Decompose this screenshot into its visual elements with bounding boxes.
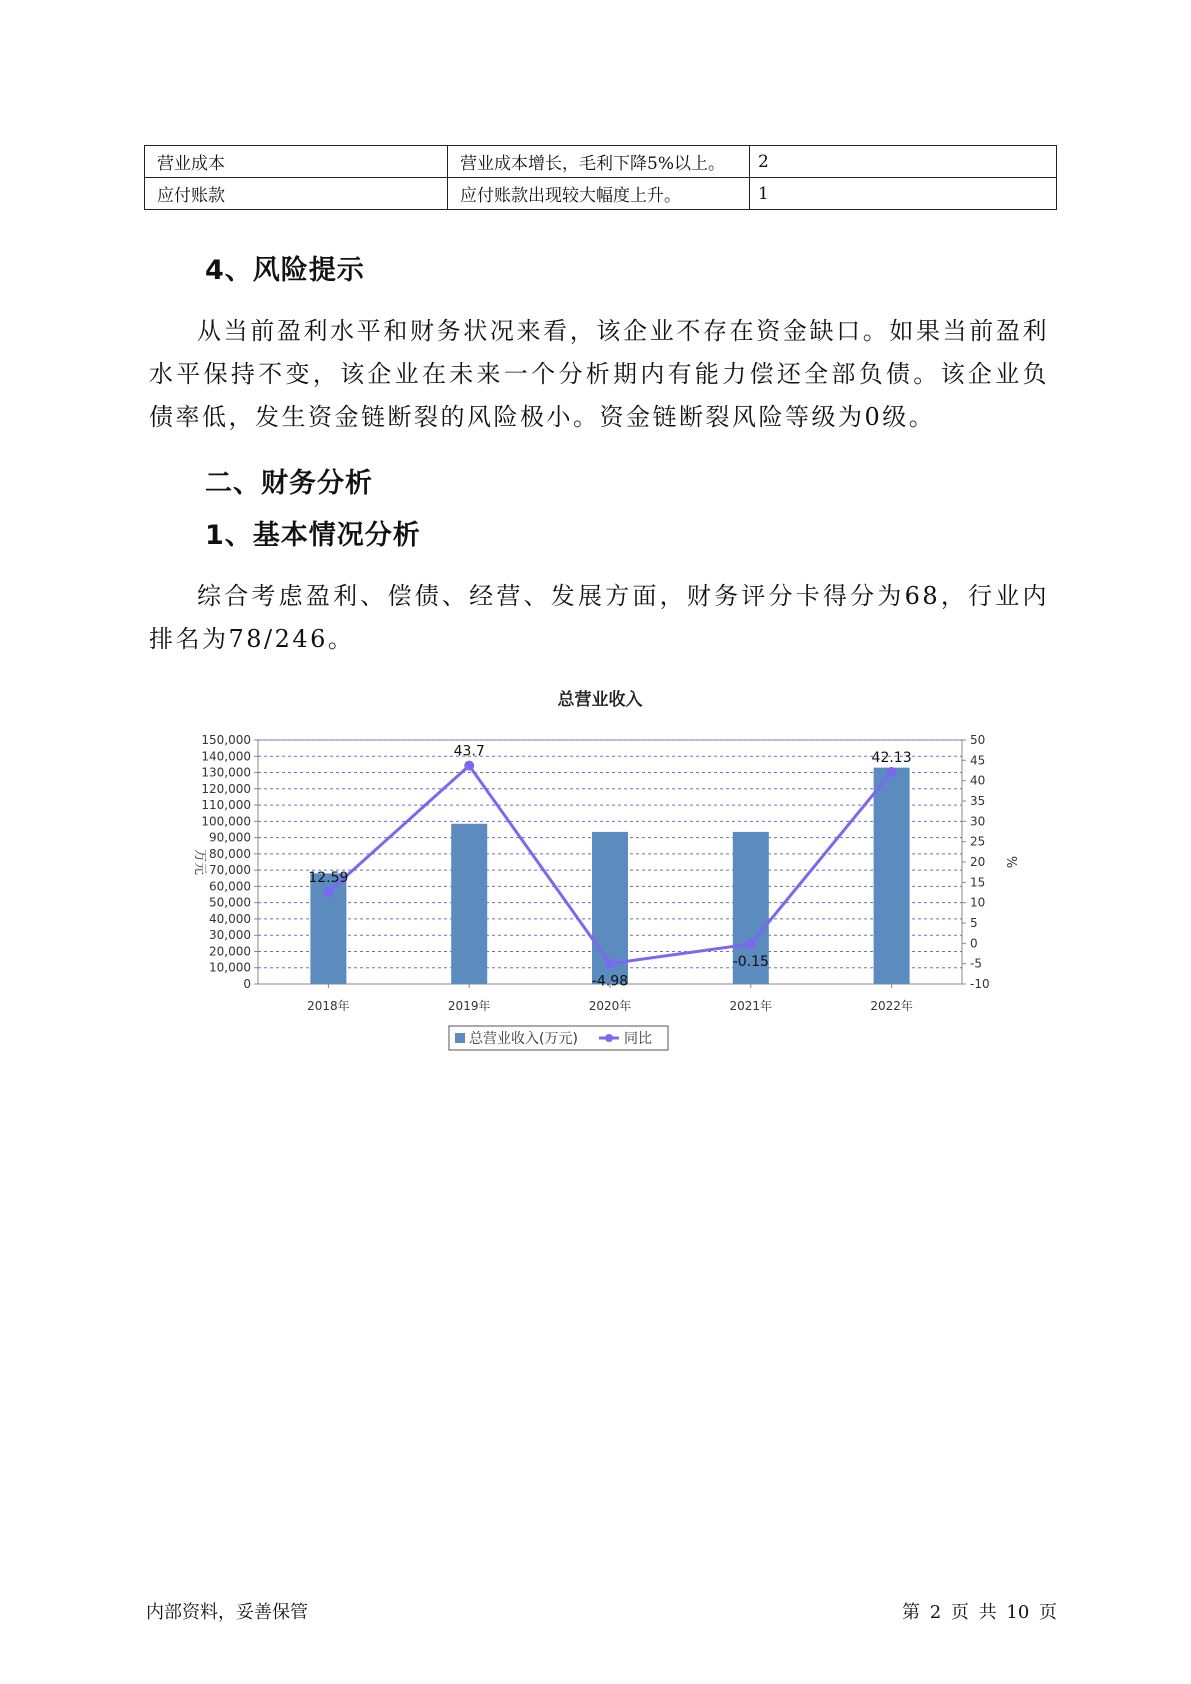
y-tick-label: 10,000 [209, 960, 251, 975]
revenue-chart [190, 685, 1018, 1145]
table-row [145, 178, 1057, 210]
table-cell-item: 营业成本 [145, 146, 448, 178]
table-cell-score: 2 [750, 146, 1057, 178]
bar [874, 768, 910, 984]
data-label: -0.15 [732, 953, 769, 970]
y-tick-label: 100,000 [201, 814, 251, 829]
y-tick-label: 80,000 [209, 846, 251, 861]
footer-confidential-note: 内部资料，妥善保管 [146, 1602, 308, 1623]
y-tick-label: 150,000 [201, 733, 251, 747]
legend-line-marker [605, 1034, 613, 1042]
y-tick-label: 140,000 [201, 749, 251, 764]
table-cell-desc: 应付账款出现较大幅度上升。 [448, 178, 750, 210]
legend-bar-swatch [455, 1033, 465, 1043]
y2-tick-label: -5 [970, 956, 982, 971]
risk-indicator-table [144, 145, 1057, 210]
y2-tick-label: 5 [970, 916, 978, 930]
x-tick-label: 2021年 [729, 999, 773, 1013]
yoy-point [605, 959, 615, 969]
y-tick-label: 40,000 [209, 911, 251, 926]
basic-analysis-heading: 1、基本情况分析 [205, 520, 421, 551]
y2-tick-label: 0 [970, 936, 978, 951]
basic-analysis-paragraph: 综合考虑盈利、偿债、经营、发展方面，财务评分卡得分为68，行业内排名为78/246。 [149, 582, 1049, 653]
y2-tick-label: 15 [970, 875, 986, 890]
y-tick-label: 60,000 [209, 879, 251, 894]
y2-tick-label: 25 [970, 834, 986, 849]
y2-tick-label: -10 [970, 977, 990, 991]
y2-axis-label: % [1003, 855, 1018, 869]
y2-tick-label: 30 [970, 814, 986, 829]
data-label: 12.59 [308, 870, 349, 887]
x-tick-label: 2018年 [307, 999, 350, 1013]
y-tick-label: 0 [243, 977, 251, 991]
y2-tick-label: 45 [970, 753, 986, 768]
y2-tick-label: 50 [970, 733, 986, 747]
bar [451, 824, 487, 984]
y2-tick-label: 40 [970, 773, 986, 788]
y-axis-label: 万元 [192, 848, 207, 876]
finance-heading: 二、财务分析 [205, 468, 373, 499]
chart-canvas [190, 685, 1018, 1145]
y-tick-label: 30,000 [209, 928, 251, 943]
risk-heading: 4、风险提示 [205, 255, 365, 286]
risk-paragraph: 从当前盈利水平和财务状况来看，该企业不存在资金缺口。如果当前盈利水平保持不变，该企业在未来一个分析期内有能力偿还全部负债。该企业负债率低，发生资金链断裂的风险极小。资金链断裂风险等级为0级。 [149, 317, 1049, 431]
chart-title: 总营业收入 [557, 690, 643, 710]
y-tick-label: 110,000 [201, 798, 251, 813]
y-tick-label: 130,000 [201, 765, 251, 780]
x-tick-label: 2019年 [447, 999, 491, 1013]
y2-tick-label: 20 [970, 855, 986, 869]
x-tick-label: 2022年 [870, 999, 913, 1013]
data-label: 43.7 [453, 743, 485, 760]
footer-page-number: 第 2 页 共 10 页 [902, 1602, 1057, 1623]
data-label: 42.13 [871, 750, 912, 767]
legend-bar-label: 总营业收入(万元) [469, 1031, 578, 1047]
x-tick-label: 2020年 [588, 999, 632, 1013]
table-cell-item: 应付账款 [145, 178, 448, 210]
y-tick-label: 50,000 [209, 895, 251, 910]
y-tick-label: 70,000 [209, 863, 251, 878]
yoy-point [323, 887, 333, 897]
table-cell-desc: 营业成本增长，毛利下降5%以上。 [448, 146, 750, 178]
yoy-point [464, 761, 474, 771]
y-tick-label: 120,000 [201, 781, 251, 796]
y2-tick-label: 35 [970, 794, 986, 808]
y-tick-label: 90,000 [209, 830, 251, 845]
yoy-point [887, 767, 897, 777]
table-cell-score: 1 [750, 178, 1057, 210]
table-row [145, 146, 1057, 178]
y-tick-label: 20,000 [209, 944, 251, 959]
yoy-point [746, 939, 756, 949]
y2-tick-label: 10 [970, 895, 986, 910]
data-label: -4.98 [591, 973, 629, 990]
legend-line-label: 同比 [624, 1031, 652, 1047]
